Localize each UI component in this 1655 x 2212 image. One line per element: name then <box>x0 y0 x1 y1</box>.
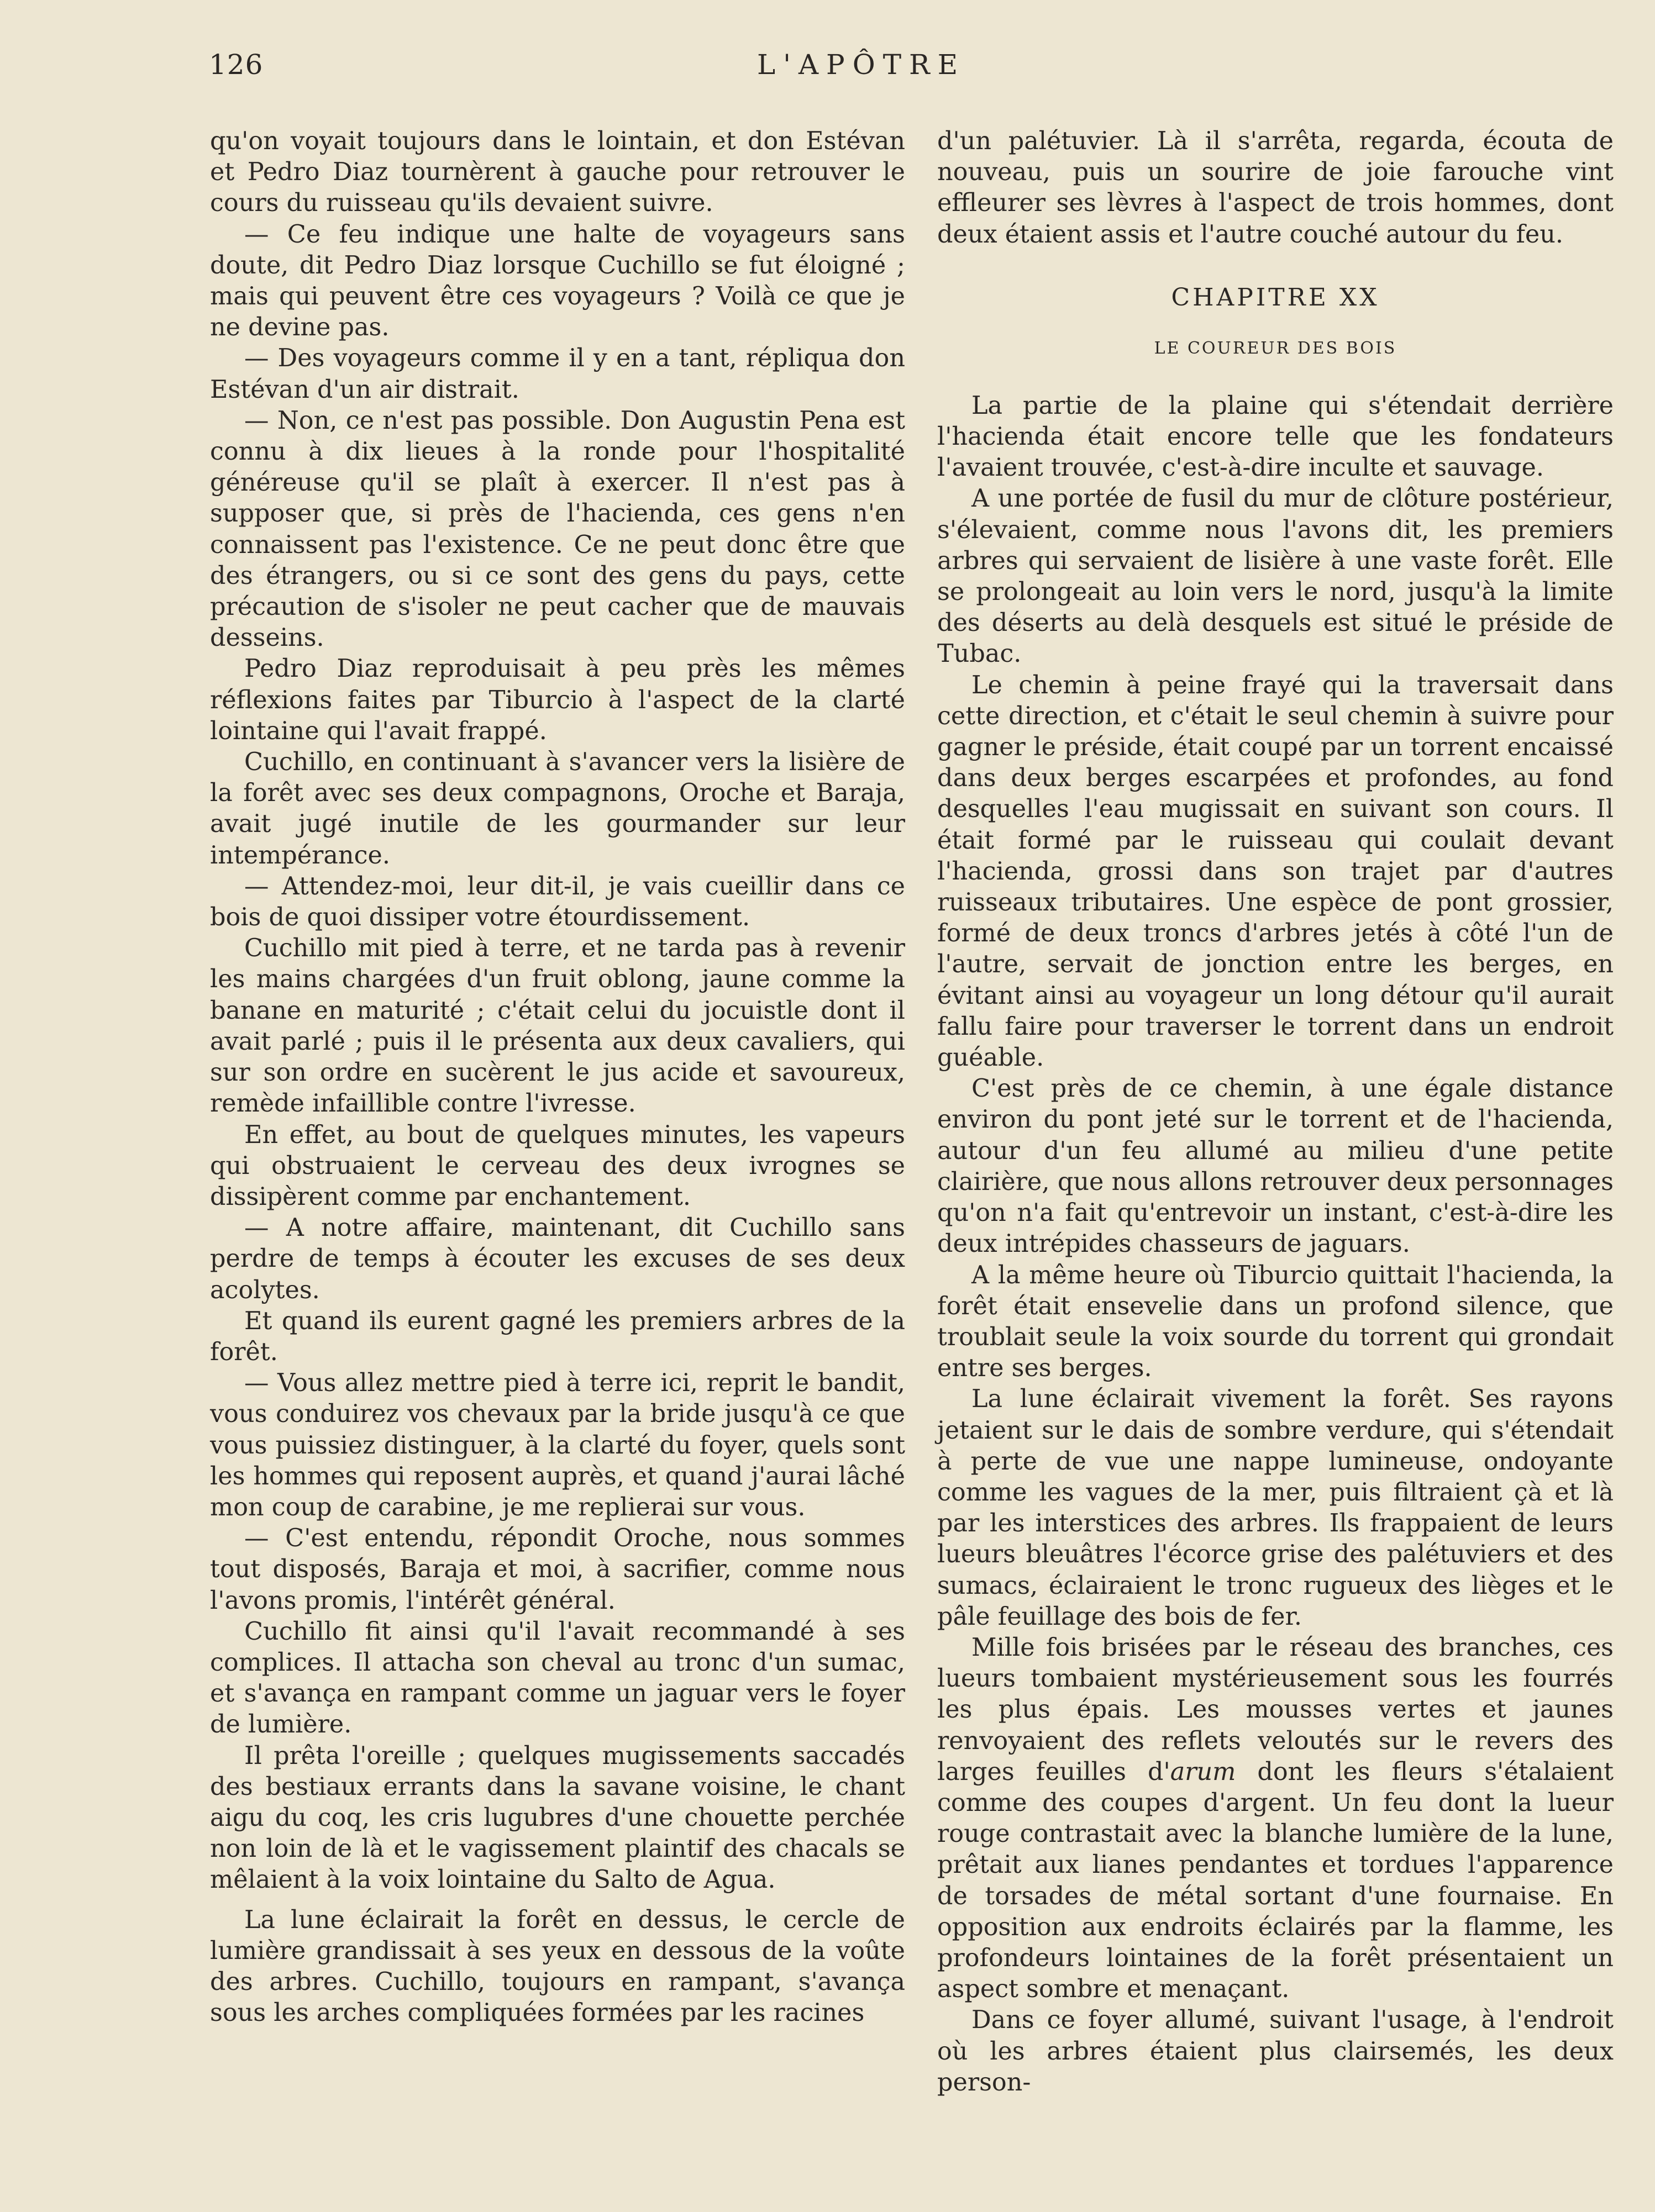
paragraph: — Ce feu indique une halte de voyageurs sans doute, dit Pedro Diaz lorsque Cuchillo se fut éloigné ; mais qui peuvent être ces voyageurs ? Voilà ce que je ne devine pas. <box>210 220 905 342</box>
paragraph: — Des voyageurs comme il y en a tant, répliqua don Estévan d'un air distrait. <box>210 344 905 404</box>
paragraph <box>937 1632 1614 2005</box>
paragraph: Cuchillo mit pied à terre, et ne tarda pas à revenir les mains chargées d'un fruit oblong, jaune comme la banane en maturité ; c'était celui du jocuistle dont il avait parlé ; puis il le présenta aux deux cavaliers, qui sur son ordre en sucèrent le jus acide et savoureux, remède infaillible contre l'ivresse. <box>210 934 905 1118</box>
paragraph: — Attendez-moi, leur dit-il, je vais cueillir dans ce bois de quoi dissiper votre étourdissement. <box>210 872 905 932</box>
paragraph: A une portée de fusil du mur de clôture postérieur, s'élevaient, comme nous l'avons dit, les premiers arbres qui servaient de lisière à une vaste forêt. Elle se prolongeait au loin vers le nord, jusqu'à la limite des déserts au delà desquels est situé le préside de Tubac. <box>937 484 1614 668</box>
chapter-subtitle: LE COUREUR DES BOIS <box>1154 338 1397 358</box>
paragraph: La lune éclairait la forêt en dessus, le cercle de lumière grandissait à ses yeux en dessous de la voûte des arbres. Cuchillo, toujours en rampant, s'avança sous les arches compliquées formées par les racines <box>210 1905 905 2027</box>
paragraph: qu'on voyait toujours dans le lointain, et don Estévan et Pedro Diaz tournèrent à gauche pour retrouver le cours du ruisseau qu'ils devaient suivre. <box>210 127 905 218</box>
paragraph: — Non, ce n'est pas possible. Don Augustin Pena est connu à dix lieues à la ronde pour l'hospitalité généreuse qu'il se plaît à exercer. Il n'est pas à supposer que, si près de l'hacienda, ces gens n'en connaissent pas l'existence. Ce ne peut donc être que des étrangers, ou si ce sont des gens du pays, cette précaution de s'isoler ne peut cacher que de mauvais desseins. <box>210 406 905 652</box>
left-column <box>210 126 905 2029</box>
paragraph: C'est près de ce chemin, à une égale distance environ du pont jeté sur le torrent et de l'hacienda, autour d'un feu allumé au milieu d'une petite clairière, que nous allons retrouver deux personnages qu'on n'a fait qu'entrevoir un instant, c'est-à-dire les deux intrépides chasseurs de jaguars. <box>937 1075 1614 1258</box>
text-span: Mille fois brisées par le réseau des branches, ces lueurs tombaient mystérieusement sous les fourrés les plus épais. Les mousses vertes et jaunes renvoyaient des reflets veloutés sur le revers des larges feuilles d' <box>937 1633 1614 1786</box>
paragraph: Dans ce foyer allumé, suivant l'usage, à l'endroit où les arbres étaient plus clairsemés, les deux person- <box>937 2006 1614 2097</box>
italic-word: arum <box>1170 1757 1236 1786</box>
paragraph: Pedro Diaz reproduisait à peu près les mêmes réflexions faites par Tiburcio à l'aspect de la clarté lointaine qui l'avait frappé. <box>210 655 905 745</box>
chapter-title: CHAPITRE XX <box>1171 283 1380 312</box>
page-number: 126 <box>209 49 264 81</box>
paragraph: — A notre affaire, maintenant, dit Cuchillo sans perdre de temps à écouter les excuses de ses deux acolytes. <box>210 1214 905 1304</box>
running-title: L'APÔTRE <box>757 49 966 81</box>
paragraph: Cuchillo fit ainsi qu'il l'avait recommandé à ses complices. Il attacha son cheval au tronc d'un sumac, et s'avança en rampant comme un jaguar vers le foyer de lumière. <box>210 1617 905 1739</box>
paragraph: Cuchillo, en continuant à s'avancer vers la lisière de la forêt avec ses deux compagnons, Oroche et Baraja, avait jugé inutile de les gourmander sur leur intempérance. <box>210 748 905 870</box>
paragraph: Il prêta l'oreille ; quelques mugissements saccadés des bestiaux errants dans la savane voisine, le chant aigu du coq, les cris lugubres d'une chouette perchée non loin de là et le vagissement plaintif des chacals se mêlaient à la voix lointaine du Salto de Agua. <box>210 1741 905 1894</box>
paragraph: d'un palétuvier. Là il s'arrêta, regarda, écouta de nouveau, puis un sourire de joie farouche vint effleurer ses lèvres à l'aspect de trois hommes, dont deux étaient assis et l'autre couché autour du feu. <box>937 127 1614 249</box>
text-span: dont les fleurs s'étalaient comme des coupes d'argent. Un feu dont la lueur rouge contrastait avec la blanche lumière de la lune, prêtait aux lianes pendantes et tordues l'apparence de torsades de métal sortant d'une fournaise. En opposition aux endroits éclairés par la flamme, les profondeurs lointaines de la forêt présentaient un aspect sombre et menaçant. <box>937 1757 1614 2004</box>
paragraph: La partie de la plaine qui s'étendait derrière l'hacienda était encore telle que les fondateurs l'avaient trouvée, c'est-à-dire inculte et sauvage. <box>937 391 1614 482</box>
paragraph: En effet, au bout de quelques minutes, les vapeurs qui obstruaient le cerveau des deux ivrognes se dissipèrent comme par enchantement. <box>210 1120 905 1211</box>
paragraph: A la même heure où Tiburcio quittait l'hacienda, la forêt était ensevelie dans un profond silence, que troublait seule la voix sourde du torrent qui grondait entre ses berges. <box>937 1261 1614 1383</box>
right-column <box>937 126 1614 2098</box>
paragraph: La lune éclairait vivement la forêt. Ses rayons jetaient sur le dais de sombre verdure, qui s'étendait à perte de vue une nappe lumineuse, ondoyante comme les vagues de la mer, puis filtraient çà et là par les interstices des arbres. Ils frappaient de leurs lueurs bleuâtres l'écorce grise des palétuviers et des sumacs, éclairaient le tronc rugueux des lièges et le pâle feuillage des bois de fer. <box>937 1385 1614 1631</box>
paragraph: — Vous allez mettre pied à terre ici, reprit le bandit, vous conduirez vos chevaux par la bride jusqu'à ce que vous puissiez distinguer, à la clarté du foyer, quels sont les hommes qui reposent auprès, et quand j'aurai lâché mon coup de carabine, je me replierai sur vous. <box>210 1369 905 1521</box>
paragraph: — C'est entendu, répondit Oroche, nous sommes tout disposés, Baraja et moi, à sacrifier, comme nous l'avons promis, l'intérêt général. <box>210 1524 905 1615</box>
paragraph: Et quand ils eurent gagné les premiers arbres de la forêt. <box>210 1307 905 1366</box>
paragraph: Le chemin à peine frayé qui la traversait dans cette direction, et c'était le seul chemin à suivre pour gagner le préside, était coupé par un torrent encaissé dans deux berges escarpées et profondes, au fond desquelles l'eau mugissait en suivant son cours. Il était formé par le ruisseau qui coulait devant l'hacienda, grossi dans son trajet par d'autres ruisseaux tributaires. Une espèce de pont grossier, formé de deux troncs d'arbres jetés à côté l'un de l'autre, servait de jonction entre les berges, en évitant ainsi au voyageur un long détour qu'il aurait fallu faire pour traverser le torrent dans un endroit guéable. <box>937 671 1614 1072</box>
